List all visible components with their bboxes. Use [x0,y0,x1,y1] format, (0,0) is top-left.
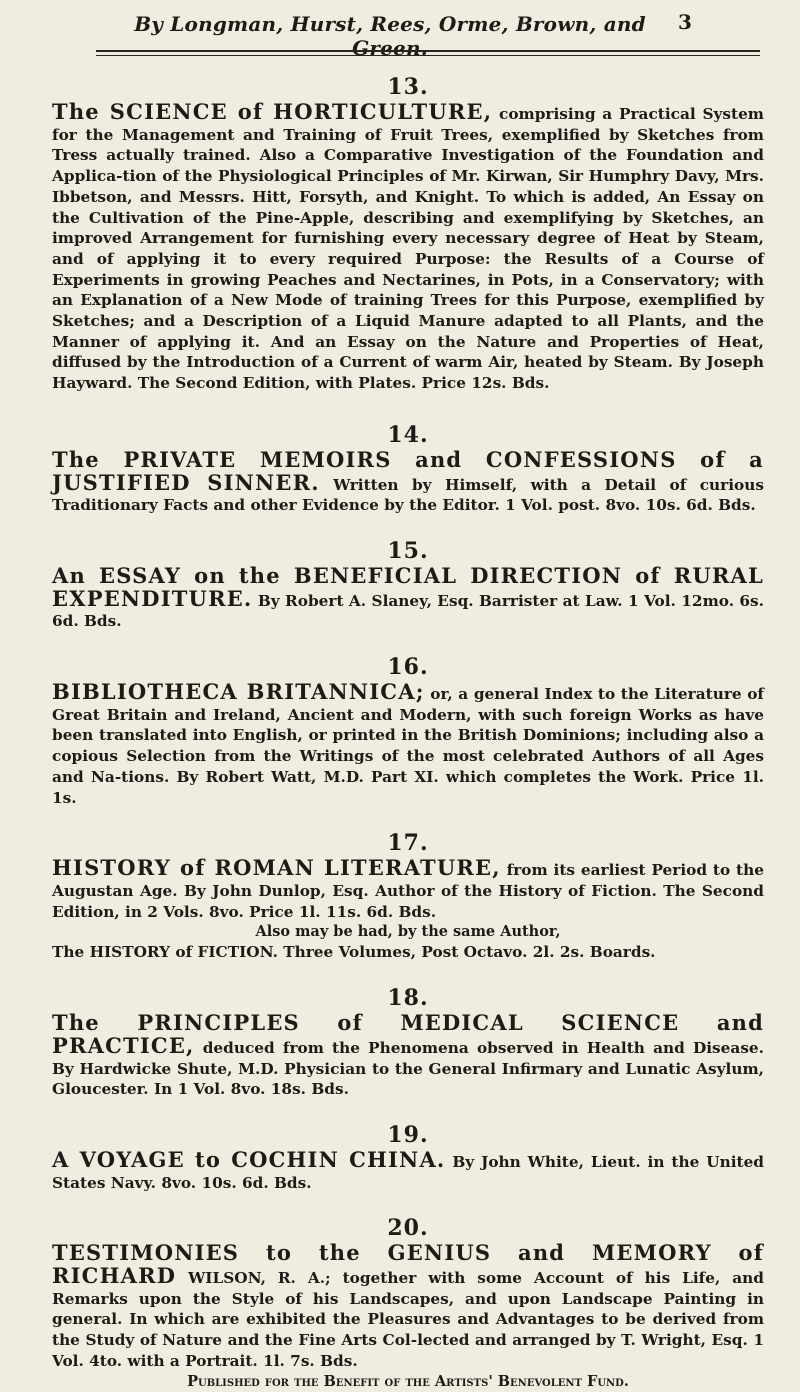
entry-description: or, a general Index to the Literature of Great Britain and Ireland, Ancient and Modern, with such foreign Works as have been translated into English, or printed in the British Dominions; including also a copious Selection from the Writings of the most celebrated Authors of all Ages and Na-tions. By Robert Watt, M.D. Part XI. which completes the Work. Price 1l. 1s. [52,685,764,807]
entry-title: A VOYAGE to COCHIN CHINA. [52,1146,446,1172]
entry-number: 20. [387,1215,429,1242]
entry-title: TESTIMONIES to the GENIUS and MEMORY of RICHARD [52,1240,764,1289]
entry-19 [52,1122,764,1193]
entry-title: The PRIVATE MEMOIRS and CONFESSIONS of a JUSTIFIED SINNER. [52,446,764,495]
entry-16 [52,654,764,808]
running-head: By Longman, Hurst, Rees, Orme, Brown, and Green. [134,12,646,60]
header-rule-thin [96,55,760,56]
entry-description: By John White, Lieut. in the United States Navy. 8vo. 10s. 6d. Bds. [52,1152,764,1192]
entry-description: comprising a Practical System for the Management and Training of Fruit Trees, exemplified by Sketches from Tress actually trained. Also a Comparative Investigation of the Foundation and Applica-tion of the Physiological Principles of Mr. Kirwan, Sir Humphry Davy, Mrs. Ibbetson, and Messrs. Hitt, Forsyth, and Knight. To which is added, An Essay on the Cultivation of the Pine-Apple, describing and exemplifying by Sketches, an improved Arrangement for furnishing every necessary degree of Heat by Steam, and of applying it to every required Purpose: the Results of a Course of Experiments in growing Peaches and Nectarines, in Pots, in a Conservatory; with an Explanation of a New Mode of training Trees for this Purpose, exemplified by Sketches; and a Description of a Liquid Manure adapted to all Plants, and the Manner of applying it. And an Essay on the Nature and Properties of Heat, diffused by the Introduction of a Current of warm Air, heated by Steam. By Joseph Hayward. The Second Edition, with Plates. Price 12s. Bds. [52,105,764,393]
entry-title: The SCIENCE of HORTICULTURE, [52,99,493,124]
also-available-title: The HISTORY of FICTION. Three Volumes, Post Octavo. 2l. 2s. Boards. [52,943,656,962]
entry-13 [52,74,764,394]
publication-note: Published for the Benefit of the Artists' Benevolent Fund. [187,1372,629,1390]
entry-number: 13. [387,74,429,100]
entry-number: 15. [387,537,429,564]
entry-number: 19. [387,1121,429,1148]
entry-number: 14. [387,421,429,448]
entry-20 [52,1215,764,1391]
header-rule-thick [96,50,760,52]
entry-17 [52,830,764,963]
catalogue-entries [52,58,764,1392]
page-number: 3 [678,10,692,34]
entry-description: By Robert A. Slaney, Esq. Barrister at Law. 1 Vol. 12mo. 6s. 6d. Bds. [52,591,764,631]
entry-description: Written by Himself, with a Detail of curious Traditionary Facts and other Evidence by the Editor. 1 Vol. post. 8vo. 10s. 6d. Bds. [52,475,764,515]
entry-description: WILSON, R. A.; together with some Account of his Life, and Remarks upon the Style of his Landscapes, and upon Landscape Painting in general. In which are exhibited the Pleasures and Advantages to be derived from the Study of Nature and the Fine Arts Col-lected and arranged by T. Wright, Esq. 1 Vol. 4to. with a Portrait. 1l. 7s. Bds. [52,1269,764,1370]
entry-number: 18. [387,985,429,1012]
entry-description: deduced from the Phenomena observed in Health and Disease. By Hardwicke Shute, M.D. Physician to the General Infirmary and Lunatic Asylum, Gloucester. In 1 Vol. 8vo. 18s. Bds. [52,1038,764,1099]
entry-number: 16. [387,654,429,681]
entry-description: from its earliest Period to the Augustan Age. By John Dunlop, Esq. Author of the History of Fiction. The Second Edition, in 2 Vols. 8vo. Price 1l. 11s. 6d. Bds. [52,861,764,921]
entry-18 [52,985,764,1100]
also-available-note: Also may be had, by the same Author, [255,923,561,941]
entry-15 [52,538,764,632]
entry-14 [52,422,764,516]
entry-title: An ESSAY on the BENEFICIAL DIRECTION of RURAL EXPENDITURE. [52,562,764,611]
entry-title: BIBLIOTHECA BRITANNICA; [52,679,425,705]
entry-number: 17. [387,830,429,857]
entry-title: The PRINCIPLES of MEDICAL SCIENCE and PRACTICE, [52,1010,764,1058]
entry-title: HISTORY of ROMAN LITERATURE, [52,855,501,881]
